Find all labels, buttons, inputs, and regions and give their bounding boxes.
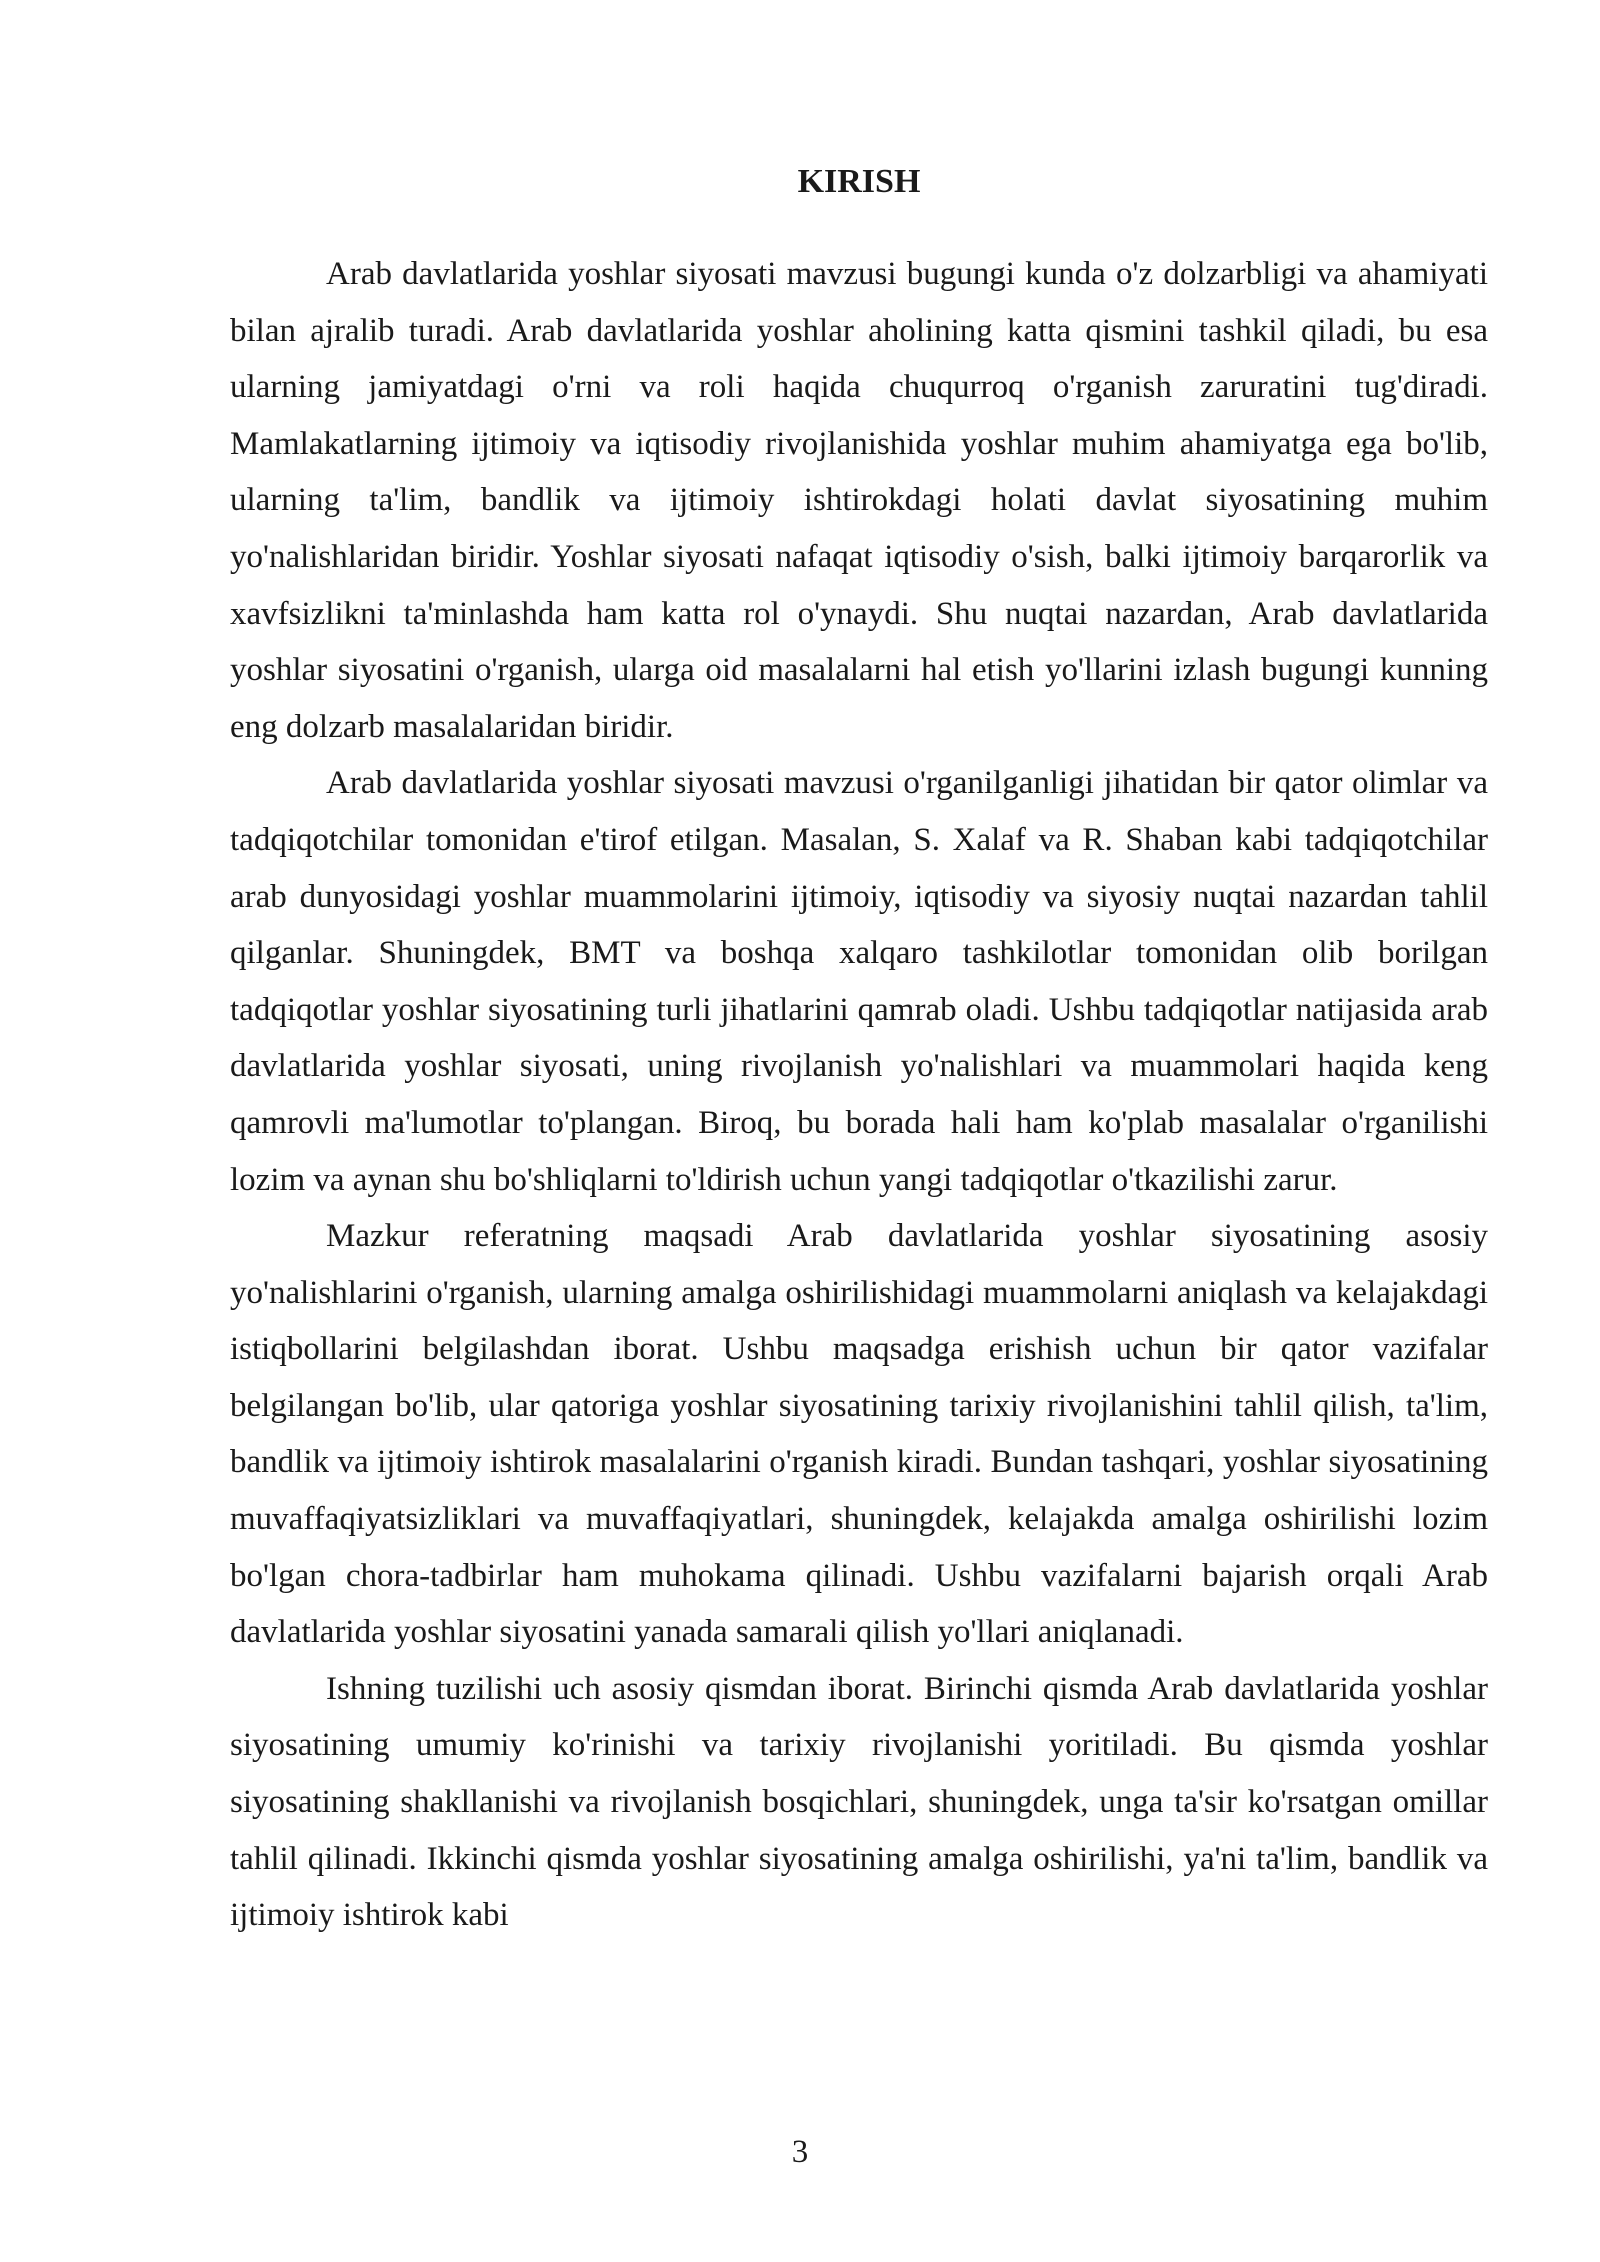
paragraph-1: Arab davlatlarida yoshlar siyosati mavzusi bugungi kunda o'z dolzarbligi va ahamiyati bilan ajralib turadi. Arab davlatlarida yoshlar aholining katta qismini tashkil qiladi, bu esa ularning jamiyatdagi o'rni va roli haqida chuqurroq o'rganish zaruratini tug'diradi. Mamlakatlarning ijtimoiy va iqtisodiy rivojlanishida yoshlar muhim ahamiyatga ega bo'lib, ularning ta'lim, bandlik va ijtimoiy ishtirokdagi holati davlat siyosatining muhim yo'nalishlaridan biridir. Yoshlar siyosati nafaqat iqtisodiy o'sish, balki ijtimoiy barqarorlik va xavfsizlikni ta'minlashda ham katta rol o'ynaydi. Shu nuqtai nazardan, Arab davlatlarida yoshlar siyosatini o'rganish, ularga oid masalalarni hal etish yo'llarini izlash bugungi kunning eng dolzarb masalalaridan biridir. bbox=[230, 256, 1488, 745]
section-title: KIRISH bbox=[797, 163, 921, 200]
paragraph-2: Arab davlatlarida yoshlar siyosati mavzusi o'rganilganligi jihatidan bir qator olimlar va tadqiqotchilar tomonidan e'tirof etilgan. Masalan, S. Xalaf va R. Shaban kabi tadqiqotchilar arab dunyosidagi yoshlar muammolarini ijtimoiy, iqtisodiy va siyosiy nuqtai nazardan tahlil qilganlar. Shuningdek, BMT va boshqa xalqaro tashkilotlar tomonidan olib borilgan tadqiqotlar yoshlar siyosatining turli jihatlarini qamrab oladi. Ushbu tadqiqotlar natijasida arab davlatlarida yoshlar siyosati, uning rivojlanish yo'nalishlari va muammolari haqida keng qamrovli ma'lumotlar to'plangan. Biroq, bu borada hali ham ko'plab masalalar o'rganilishi lozim va aynan shu bo'shliqlarni to'ldirish uchun yangi tadqiqotlar o'tkazilishi zarur. bbox=[230, 765, 1488, 1198]
page-number: 3 bbox=[791, 2134, 809, 2170]
paragraph-3: Mazkur referatning maqsadi Arab davlatlarida yoshlar siyosatining asosiy yo'nalishlarini o'rganish, ularning amalga oshirilishidagi muammolarni aniqlash va kelajakdagi istiqbollarini belgilashdan iborat. Ushbu maqsadga erishish uchun bir qator vazifalar belgilangan bo'lib, ular qatoriga yoshlar siyosatining tarixiy rivojlanishini tahlil qilish, ta'lim, bandlik va ijtimoiy ishtirok masalalarini o'rganish kiradi. Bundan tashqari, yoshlar siyosatining muvaffaqiyatsizliklari va muvaffaqiyatlari, shuningdek, kelajakda amalga oshirilishi lozim bo'lgan chora-tadbirlar ham muhokama qilinadi. Ushbu vazifalarni bajarish orqali Arab davlatlarida yoshlar siyosatini yanada samarali qilish yo'llari aniqlanadi. bbox=[230, 1218, 1488, 1651]
paragraph-4: Ishning tuzilishi uch asosiy qismdan iborat. Birinchi qismda Arab davlatlarida yoshlar siyosatining umumiy ko'rinishi va tarixiy rivojlanishi yoritiladi. Bu qismda yoshlar siyosatining shakllanishi va rivojlanish bosqichlari, shuningdek, unga ta'sir ko'rsatgan omillar tahlil qilinadi. Ikkinchi qismda yoshlar siyosatining amalga oshirilishi, ya'ni ta'lim, bandlik va ijtimoiy ishtirok kabi bbox=[230, 1670, 1488, 1934]
page-content bbox=[230, 160, 1488, 1944]
